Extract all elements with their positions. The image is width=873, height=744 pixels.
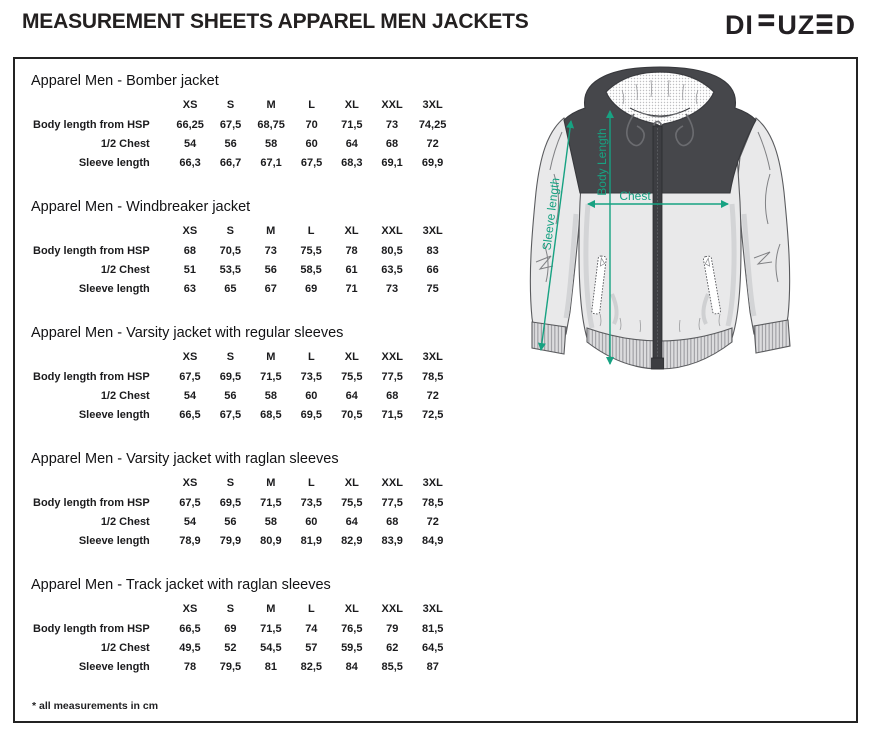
measurement-value: 49,5 <box>179 641 201 654</box>
zipper <box>652 126 664 369</box>
logo-e-bar <box>817 14 833 18</box>
measurement-value: 68 <box>183 244 196 257</box>
measurement-value: 58 <box>264 515 277 528</box>
row-label: 1/2 Chest <box>100 263 150 276</box>
measurement-value: 79,5 <box>219 660 242 673</box>
measurement-value: 70,5 <box>219 244 242 257</box>
row-label: 1/2 Chest <box>100 137 150 150</box>
size-header-row <box>33 346 453 367</box>
size-col-header: S <box>226 99 235 111</box>
jacket-illustration <box>492 62 872 392</box>
measurement-value: 66,5 <box>179 408 201 421</box>
measurement-value: 52 <box>224 641 237 654</box>
row-label: 1/2 Chest <box>100 515 150 528</box>
measurement-row <box>33 279 453 298</box>
logo-f-bar <box>759 22 775 26</box>
measurement-value: 58 <box>264 389 277 402</box>
measurement-value: 71,5 <box>260 622 282 635</box>
measurement-value: 75,5 <box>300 244 322 257</box>
empty-header-cell <box>33 94 170 115</box>
row-label: Body length from HSP <box>33 118 150 131</box>
footnote: * all measurements in cm <box>32 700 159 712</box>
row-label: Sleeve length <box>78 282 150 295</box>
measurement-value: 74 <box>305 622 318 635</box>
measurement-value: 67,5 <box>219 118 242 131</box>
size-col-header: M <box>266 225 276 237</box>
measurement-value: 64 <box>345 389 358 402</box>
measurement-value: 67,1 <box>260 156 282 169</box>
measurement-value: 71,5 <box>341 118 363 131</box>
measurement-value: 64 <box>345 515 358 528</box>
row-label: Sleeve length <box>78 660 150 673</box>
measurement-value: 73,5 <box>300 496 323 509</box>
empty-header-cell <box>33 220 170 241</box>
size-col-header: XL <box>344 603 359 615</box>
size-col-header: XXL <box>381 477 403 489</box>
measurement-value: 67,5 <box>219 408 242 421</box>
row-label: Body length from HSP <box>33 496 150 509</box>
measurement-row <box>33 260 453 279</box>
measurement-value: 69,5 <box>219 370 242 383</box>
size-col-header: S <box>226 225 234 237</box>
measurement-value: 67 <box>264 282 277 295</box>
measurement-row <box>33 638 453 657</box>
measurement-value: 54 <box>183 137 197 150</box>
measurement-value: 68,75 <box>257 118 285 131</box>
measurement-table <box>33 325 453 424</box>
measurement-row <box>33 531 453 550</box>
measurement-value: 79,9 <box>219 534 242 547</box>
measurement-value: 74,25 <box>418 118 447 131</box>
measurement-value: 79 <box>386 622 399 635</box>
measurement-value: 58 <box>264 137 278 150</box>
measurement-value: 85,5 <box>381 660 403 673</box>
brand-logo-art <box>725 9 856 39</box>
size-col-header: M <box>266 99 276 111</box>
size-col-header: XS <box>182 477 198 489</box>
size-col-header: L <box>308 99 315 111</box>
size-col-header: XL <box>344 99 359 111</box>
measurement-value: 68,5 <box>260 408 282 421</box>
measurement-value: 56 <box>224 137 237 150</box>
measurement-value: 72 <box>426 389 439 402</box>
measurement-value: 87 <box>426 660 439 673</box>
measurement-value: 72,5 <box>422 408 444 421</box>
measurement-value: 78,5 <box>422 496 444 509</box>
logo-uz: UZ <box>777 9 816 39</box>
table-title: Apparel Men - Windbreaker jacket <box>31 199 251 215</box>
tables <box>33 73 453 703</box>
measurement-table <box>33 73 453 172</box>
measurement-value: 64,5 <box>422 641 444 654</box>
measurement-value: 72 <box>426 137 439 150</box>
logo-e-bar <box>817 30 833 34</box>
measurement-value: 68 <box>386 515 399 528</box>
measurement-value: 81,9 <box>300 534 323 547</box>
measurement-row <box>33 386 453 405</box>
row-label: Sleeve length <box>78 156 150 169</box>
measurement-value: 66,5 <box>179 622 201 635</box>
measurement-value: 73 <box>385 118 399 131</box>
size-col-header: XS <box>182 351 198 363</box>
size-col-header: L <box>307 225 315 237</box>
measurement-value: 67,5 <box>179 496 201 509</box>
measurement-value: 54 <box>183 515 197 528</box>
measurement-value: 72 <box>426 515 439 528</box>
measurement-value: 64 <box>345 137 358 150</box>
measurement-row <box>33 153 453 172</box>
size-table <box>33 220 453 298</box>
size-col-header: XS <box>182 603 198 615</box>
size-header-row <box>33 472 453 493</box>
logo-di: DI <box>725 9 754 39</box>
row-label: 1/2 Chest <box>100 641 150 654</box>
logo-e-bar <box>817 22 833 26</box>
measurement-value: 56 <box>224 389 237 402</box>
size-col-header: XL <box>344 477 359 489</box>
measurement-value: 70,5 <box>341 408 363 421</box>
measurement-value: 80,9 <box>260 534 282 547</box>
empty-header-cell <box>33 598 170 619</box>
measurement-value: 77,5 <box>381 370 403 383</box>
size-col-header: XXL <box>381 225 403 237</box>
size-col-header: 3XL <box>422 99 443 111</box>
row-label: 1/2 Chest <box>100 389 150 402</box>
chest-label: Chest <box>619 189 651 203</box>
measurement-value: 70 <box>305 118 318 131</box>
measurement-value: 69 <box>304 282 318 295</box>
size-col-header: S <box>226 477 235 489</box>
size-col-header: 3XL <box>422 603 443 615</box>
size-col-header: L <box>307 351 315 363</box>
size-col-header: S <box>226 351 235 363</box>
measurement-value: 69,9 <box>421 156 444 169</box>
measurement-row <box>33 405 453 424</box>
size-header-row <box>33 94 453 115</box>
measurement-value: 83 <box>426 244 439 257</box>
measurement-row <box>33 115 453 134</box>
measurement-value: 62 <box>386 641 399 654</box>
size-col-header: XXL <box>381 603 403 615</box>
size-header-row <box>33 598 453 619</box>
row-label: Sleeve length <box>78 408 150 421</box>
measurement-value: 83,9 <box>381 534 403 547</box>
measurement-value: 69,5 <box>219 496 242 509</box>
measurement-value: 77,5 <box>381 496 403 509</box>
measurement-value: 66,3 <box>179 156 201 169</box>
row-label: Body length from HSP <box>33 622 150 635</box>
size-col-header: XXL <box>381 99 403 111</box>
right-cuff <box>754 320 790 353</box>
size-table <box>33 472 453 550</box>
measurement-value: 71 <box>345 282 358 295</box>
table-title: Apparel Men - Varsity jacket with raglan sleeves <box>31 451 339 467</box>
measurement-value: 78 <box>183 660 197 673</box>
size-col-header: 3XL <box>422 351 443 363</box>
measurement-value: 60 <box>305 515 318 528</box>
measurement-value: 53,5 <box>219 263 242 276</box>
row-label: Body length from HSP <box>33 244 150 257</box>
measurement-value: 82,9 <box>341 534 363 547</box>
measurement-value: 51 <box>183 263 196 276</box>
measurement-row <box>33 134 453 153</box>
measurement-value: 54,5 <box>260 641 282 654</box>
measurement-value: 56 <box>224 515 237 528</box>
size-header-row <box>33 220 453 241</box>
measurement-table <box>33 199 453 298</box>
measurement-row <box>33 512 453 531</box>
empty-header-cell <box>33 346 170 367</box>
measurement-value: 75 <box>426 282 439 295</box>
size-col-header: M <box>266 351 276 363</box>
measurement-value: 65 <box>224 282 237 295</box>
size-table <box>33 346 453 424</box>
size-col-header: M <box>266 603 276 615</box>
measurement-value: 82,5 <box>300 660 323 673</box>
size-col-header: 3XL <box>422 477 443 489</box>
logo-f-bar <box>759 14 775 18</box>
measurement-value: 58,5 <box>300 263 322 276</box>
measurement-value: 69,1 <box>381 156 403 169</box>
measurement-value: 78,5 <box>422 370 444 383</box>
size-col-header: XXL <box>381 351 403 363</box>
size-col-header: M <box>266 477 276 489</box>
measurement-value: 67,5 <box>179 370 201 383</box>
measurement-value: 68 <box>386 389 399 402</box>
measurement-value: 76,5 <box>341 622 363 635</box>
table-title: Apparel Men - Bomber jacket <box>31 73 219 89</box>
measurement-value: 67,5 <box>300 156 323 169</box>
brand-logo <box>725 9 856 44</box>
size-col-header: XL <box>344 351 359 363</box>
measurement-value: 81 <box>264 660 277 673</box>
jacket-diagram <box>492 62 872 392</box>
measurement-value: 60 <box>305 137 318 150</box>
row-label: Body length from HSP <box>33 370 150 383</box>
measurement-value: 84,9 <box>422 534 444 547</box>
size-table <box>33 94 453 172</box>
measurement-value: 57 <box>305 641 318 654</box>
measurement-row <box>33 493 453 512</box>
size-col-header: L <box>307 477 315 489</box>
measurement-row <box>33 619 453 638</box>
measurement-value: 54 <box>183 389 197 402</box>
size-col-header: L <box>307 603 315 615</box>
measurement-value: 73,5 <box>300 370 323 383</box>
size-col-header: XL <box>344 225 359 237</box>
sleeve-length-label: Sleeve length <box>539 177 563 251</box>
measurement-value: 63,5 <box>381 263 403 276</box>
measurement-value: 68,3 <box>341 156 363 169</box>
sheet-frame <box>13 57 858 723</box>
measurement-table <box>33 451 453 550</box>
table-title: Apparel Men - Varsity jacket with regular sleeves <box>31 325 344 341</box>
measurement-value: 66 <box>426 263 439 276</box>
measurement-value: 75,5 <box>341 370 363 383</box>
body-length-label: Body Length <box>595 128 609 196</box>
measurement-value: 78,9 <box>179 534 201 547</box>
measurement-value: 59,5 <box>341 641 363 654</box>
measurement-row <box>33 241 453 260</box>
measurement-row <box>33 367 453 386</box>
size-col-header: XS <box>182 225 198 237</box>
measurement-value: 73 <box>385 282 399 295</box>
measurement-table <box>33 577 453 676</box>
left-cuff <box>532 322 566 354</box>
measurement-value: 68 <box>385 137 399 150</box>
table-title: Apparel Men - Track jacket with raglan sleeves <box>31 577 331 593</box>
measurement-value: 71,5 <box>381 408 403 421</box>
measurement-value: 80,5 <box>381 244 403 257</box>
measurement-value: 66,25 <box>176 118 204 131</box>
page-title: MEASUREMENT SHEETS APPAREL MEN JACKETS <box>22 10 529 33</box>
measurement-value: 73 <box>264 244 277 257</box>
measurement-value: 56 <box>264 263 277 276</box>
empty-header-cell <box>33 472 170 493</box>
measurement-value: 81,5 <box>422 622 444 635</box>
measurement-value: 69 <box>224 622 237 635</box>
measurement-value: 84 <box>345 660 358 673</box>
logo-d: D <box>835 9 856 39</box>
measurement-value: 60 <box>305 389 318 402</box>
measurement-value: 78 <box>345 244 358 257</box>
size-table <box>33 598 453 676</box>
measurement-value: 69,5 <box>300 408 323 421</box>
measurement-value: 71,5 <box>260 496 282 509</box>
measurement-value: 75,5 <box>341 496 363 509</box>
size-col-header: S <box>226 603 235 615</box>
measurement-row <box>33 657 453 676</box>
measurement-value: 71,5 <box>260 370 282 383</box>
size-col-header: 3XL <box>422 225 443 237</box>
size-col-header: XS <box>182 99 198 111</box>
measurement-value: 61 <box>345 263 358 276</box>
measurement-value: 63 <box>183 282 196 295</box>
measurement-value: 66,7 <box>219 156 242 169</box>
row-label: Sleeve length <box>78 534 150 547</box>
